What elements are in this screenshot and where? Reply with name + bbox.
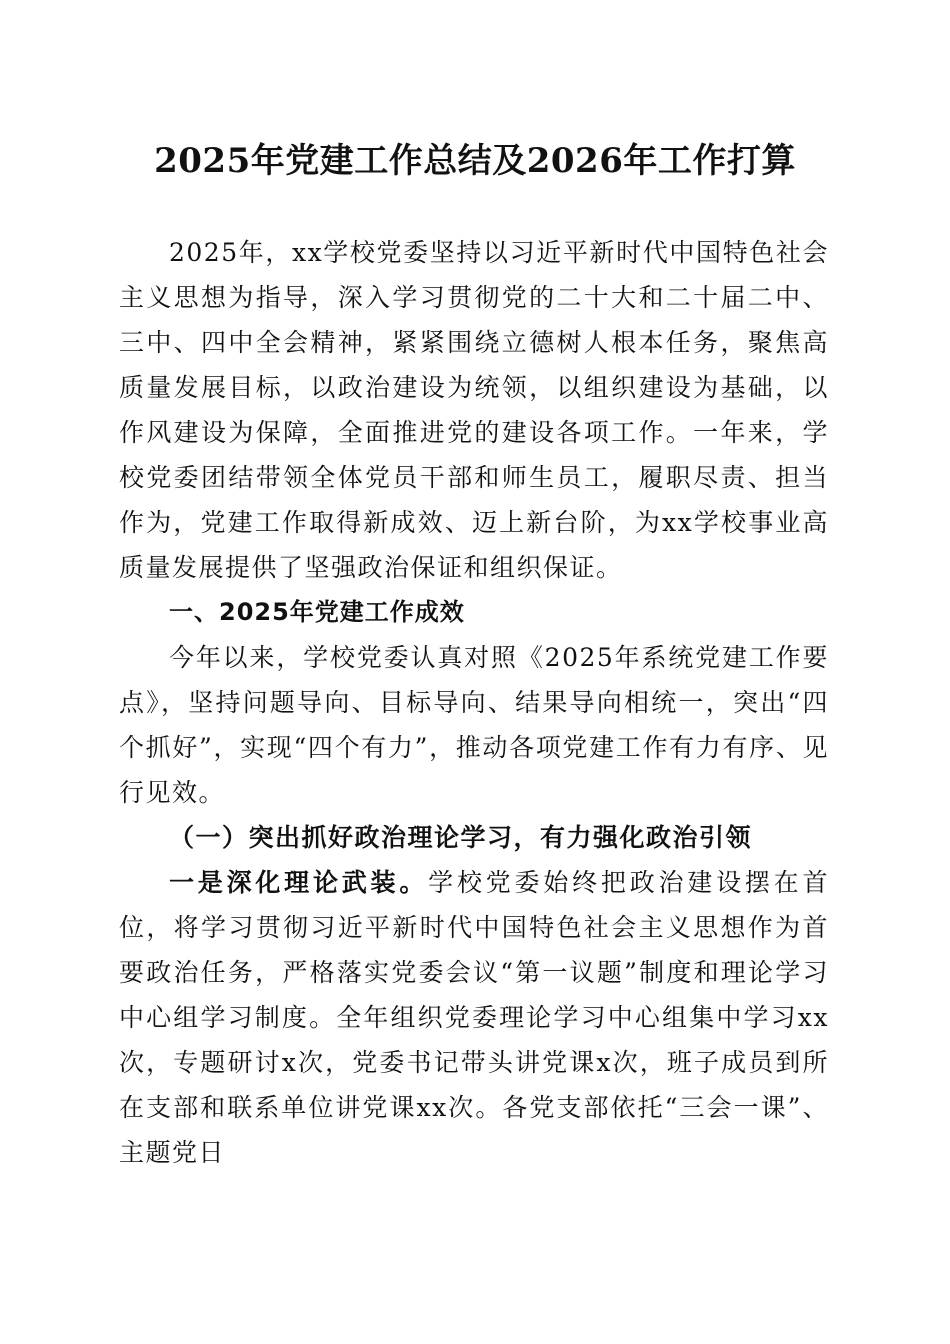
document-body xyxy=(119,230,829,1175)
section-intro-paragraph: 今年以来，学校党委认真对照《2025年系统党建工作要点》，坚持问题导向、目标导向、结果导向相统一，突出“四个抓好”，实现“四个有力”，推动各项党建工作有力有序、见行见效。 xyxy=(119,643,829,807)
intro-paragraph: 2025年，xx学校党委坚持以习近平新时代中国特色社会主义思想为指导，深入学习贯彻党的二十大和二十届二中、三中、四中全会精神，紧紧围绕立德树人根本任务，聚焦高质量发展目标，以政治建设为统领，以组织建设为基础，以作风建设为保障，全面推进党的建设各项工作。一年来，学校党委团结带领全体党员干部和师生员工，履职尽责、担当作为，党建工作取得新成效、迈上新台阶，为xx学校事业高质量发展提供了坚强政治保证和组织保证。 xyxy=(119,238,829,582)
subsection-heading-political-study: （一）突出抓好政治理论学习，有力强化政治引领 xyxy=(169,823,753,852)
document-title: 2025年党建工作总结及2026年工作打算 xyxy=(154,141,796,181)
point-text: 学校党委始终把政治建设摆在首位，将学习贯彻习近平新时代中国特色社会主义思想作为首要政治任务，严格落实党委会议“第一议题”制度和理论学习中心组学习制度。全年组织党委理论学习中心组集中学习xx次，专题研讨x次，党委书记带头讲党课x次，班子成员到所在支部和联系单位讲党课xx次。各党支部依托“三会一课”、主题党日 xyxy=(119,868,829,1167)
point-paragraph-theory xyxy=(119,860,829,1175)
point-lead: 一是深化理论武装。 xyxy=(169,868,429,897)
section-heading-achievements: 一、2025年党建工作成效 xyxy=(169,598,465,626)
